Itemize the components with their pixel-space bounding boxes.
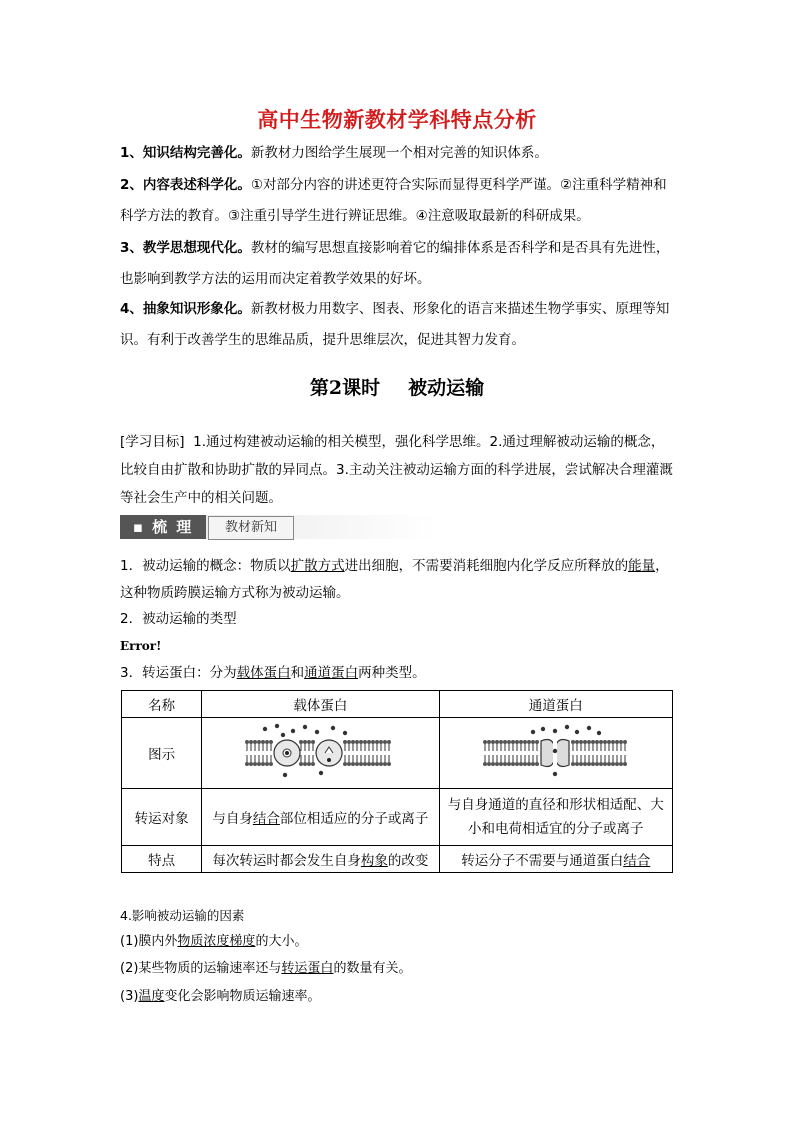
lesson-title bbox=[0, 373, 794, 400]
banner-dark-label: ▪ 梳 理 bbox=[120, 515, 206, 539]
channel-object: 与自身通道的直径和形状相适配、大小和电荷相适宜的分子或离子 bbox=[439, 789, 672, 846]
point-3-text: 教材的编写思想直接影响着它的编排体系是否科学和是否具有先进性，也影响到教学方法的运用而决定着教学效果的好坏。 bbox=[120, 240, 670, 287]
point-2-head: 2、内容表述科学化。 bbox=[120, 177, 251, 193]
header-channel: 通道蛋白 bbox=[439, 691, 672, 718]
section-2: 2．被动运输的类型 bbox=[120, 611, 237, 627]
factor-3: (3)温度变化会影响物质运输速率。 bbox=[120, 989, 321, 1004]
section-1: 1．被动运输的概念：物质以扩散方式进出细胞，不需要消耗细胞内化学反应所释放的能量，这种物质跨膜运输方式称为被动运输。 bbox=[120, 558, 669, 601]
row-label-feature: 特点 bbox=[122, 846, 202, 873]
lesson-name: 被动运输 bbox=[408, 377, 485, 399]
carrier-feature: 每次转运时都会发生自身构象的改变 bbox=[202, 846, 439, 873]
row-label-diagram: 图示 bbox=[122, 718, 202, 789]
blank-transport-protein: 转运蛋白 bbox=[281, 961, 334, 976]
blank-carrier: 载体蛋白 bbox=[236, 665, 291, 681]
blank-energy: 能量 bbox=[628, 558, 656, 574]
blank-gradient: 物质浓度梯度 bbox=[177, 934, 256, 949]
goals-text: 1.通过构建被动运输的相关模型，强化科学思维。2.通过理解被动运输的概念，比较自由扩散和协助扩散的异同点。3.主动关注被动运输方面的科学进展，尝试解决合理灌溉等社会生产中的相关问题。 bbox=[120, 434, 673, 506]
section-4-title: 4.影响被动运输的因素 bbox=[120, 908, 245, 923]
table-header-row bbox=[122, 691, 673, 718]
factor-1: (1)膜内外物质浓度梯度的大小。 bbox=[120, 934, 308, 949]
page-title: 高中生物新教材学科特点分析 bbox=[257, 108, 537, 132]
banner-light-label: 教材新知 bbox=[208, 516, 294, 540]
table-row-diagram bbox=[122, 718, 673, 789]
point-4-head: 4、抽象知识形象化。 bbox=[120, 301, 251, 317]
point-4-text: 新教材极力用数字、图表、形象化的语言来描述生物学事实、原理等知识。有利于改善学生的思维品质，提升思维层次，促进其智力发育。 bbox=[120, 301, 670, 348]
channel-protein-diagram bbox=[439, 718, 672, 789]
point-3 bbox=[120, 233, 676, 295]
point-1-head: 1、知识结构完善化。 bbox=[120, 145, 251, 161]
section-3: 3．转运蛋白：分为载体蛋白和通道蛋白两种类型。 bbox=[120, 665, 426, 681]
blank-binding: 结合 bbox=[252, 811, 280, 827]
carrier-object: 与自身结合部位相适应的分子或离子 bbox=[202, 789, 439, 846]
error-text: Error! bbox=[120, 639, 162, 653]
learning-goals bbox=[120, 428, 676, 512]
table-row-object bbox=[122, 789, 673, 846]
carrier-protein-diagram bbox=[202, 718, 439, 789]
table-row-feature bbox=[122, 846, 673, 873]
goals-tag: [学习目标] bbox=[120, 434, 185, 450]
channel-feature: 转运分子不需要与通道蛋白结合 bbox=[439, 846, 672, 873]
transport-protein-table bbox=[121, 690, 673, 873]
header-name: 名称 bbox=[122, 691, 202, 718]
blank-temperature: 温度 bbox=[138, 989, 165, 1004]
point-1-text: 新教材力图给学生展现一个相对完善的知识体系。 bbox=[250, 145, 548, 161]
blank-channel: 通道蛋白 bbox=[304, 665, 359, 681]
blank-diffusion: 扩散方式 bbox=[290, 558, 345, 574]
point-1 bbox=[120, 138, 676, 169]
section-banner bbox=[120, 515, 438, 539]
blank-channel-binding: 结合 bbox=[623, 853, 651, 869]
point-2-text: ①对部分内容的讲述更符合实际而显得更科学严谨。②注重科学精神和科学方法的教育。③注重引导学生进行辨证思维。④注意吸取最新的科研成果。 bbox=[120, 177, 667, 224]
point-3-head: 3、教学思想现代化。 bbox=[120, 240, 251, 256]
lesson-number: 第2课时 bbox=[309, 377, 381, 399]
point-2 bbox=[120, 170, 676, 232]
point-4 bbox=[120, 294, 676, 356]
blank-conformation: 构象 bbox=[360, 853, 388, 869]
row-label-object: 转运对象 bbox=[122, 789, 202, 846]
header-carrier: 载体蛋白 bbox=[202, 691, 439, 718]
factor-2: (2)某些物质的运输速率还与转运蛋白的数量有关。 bbox=[120, 961, 412, 976]
